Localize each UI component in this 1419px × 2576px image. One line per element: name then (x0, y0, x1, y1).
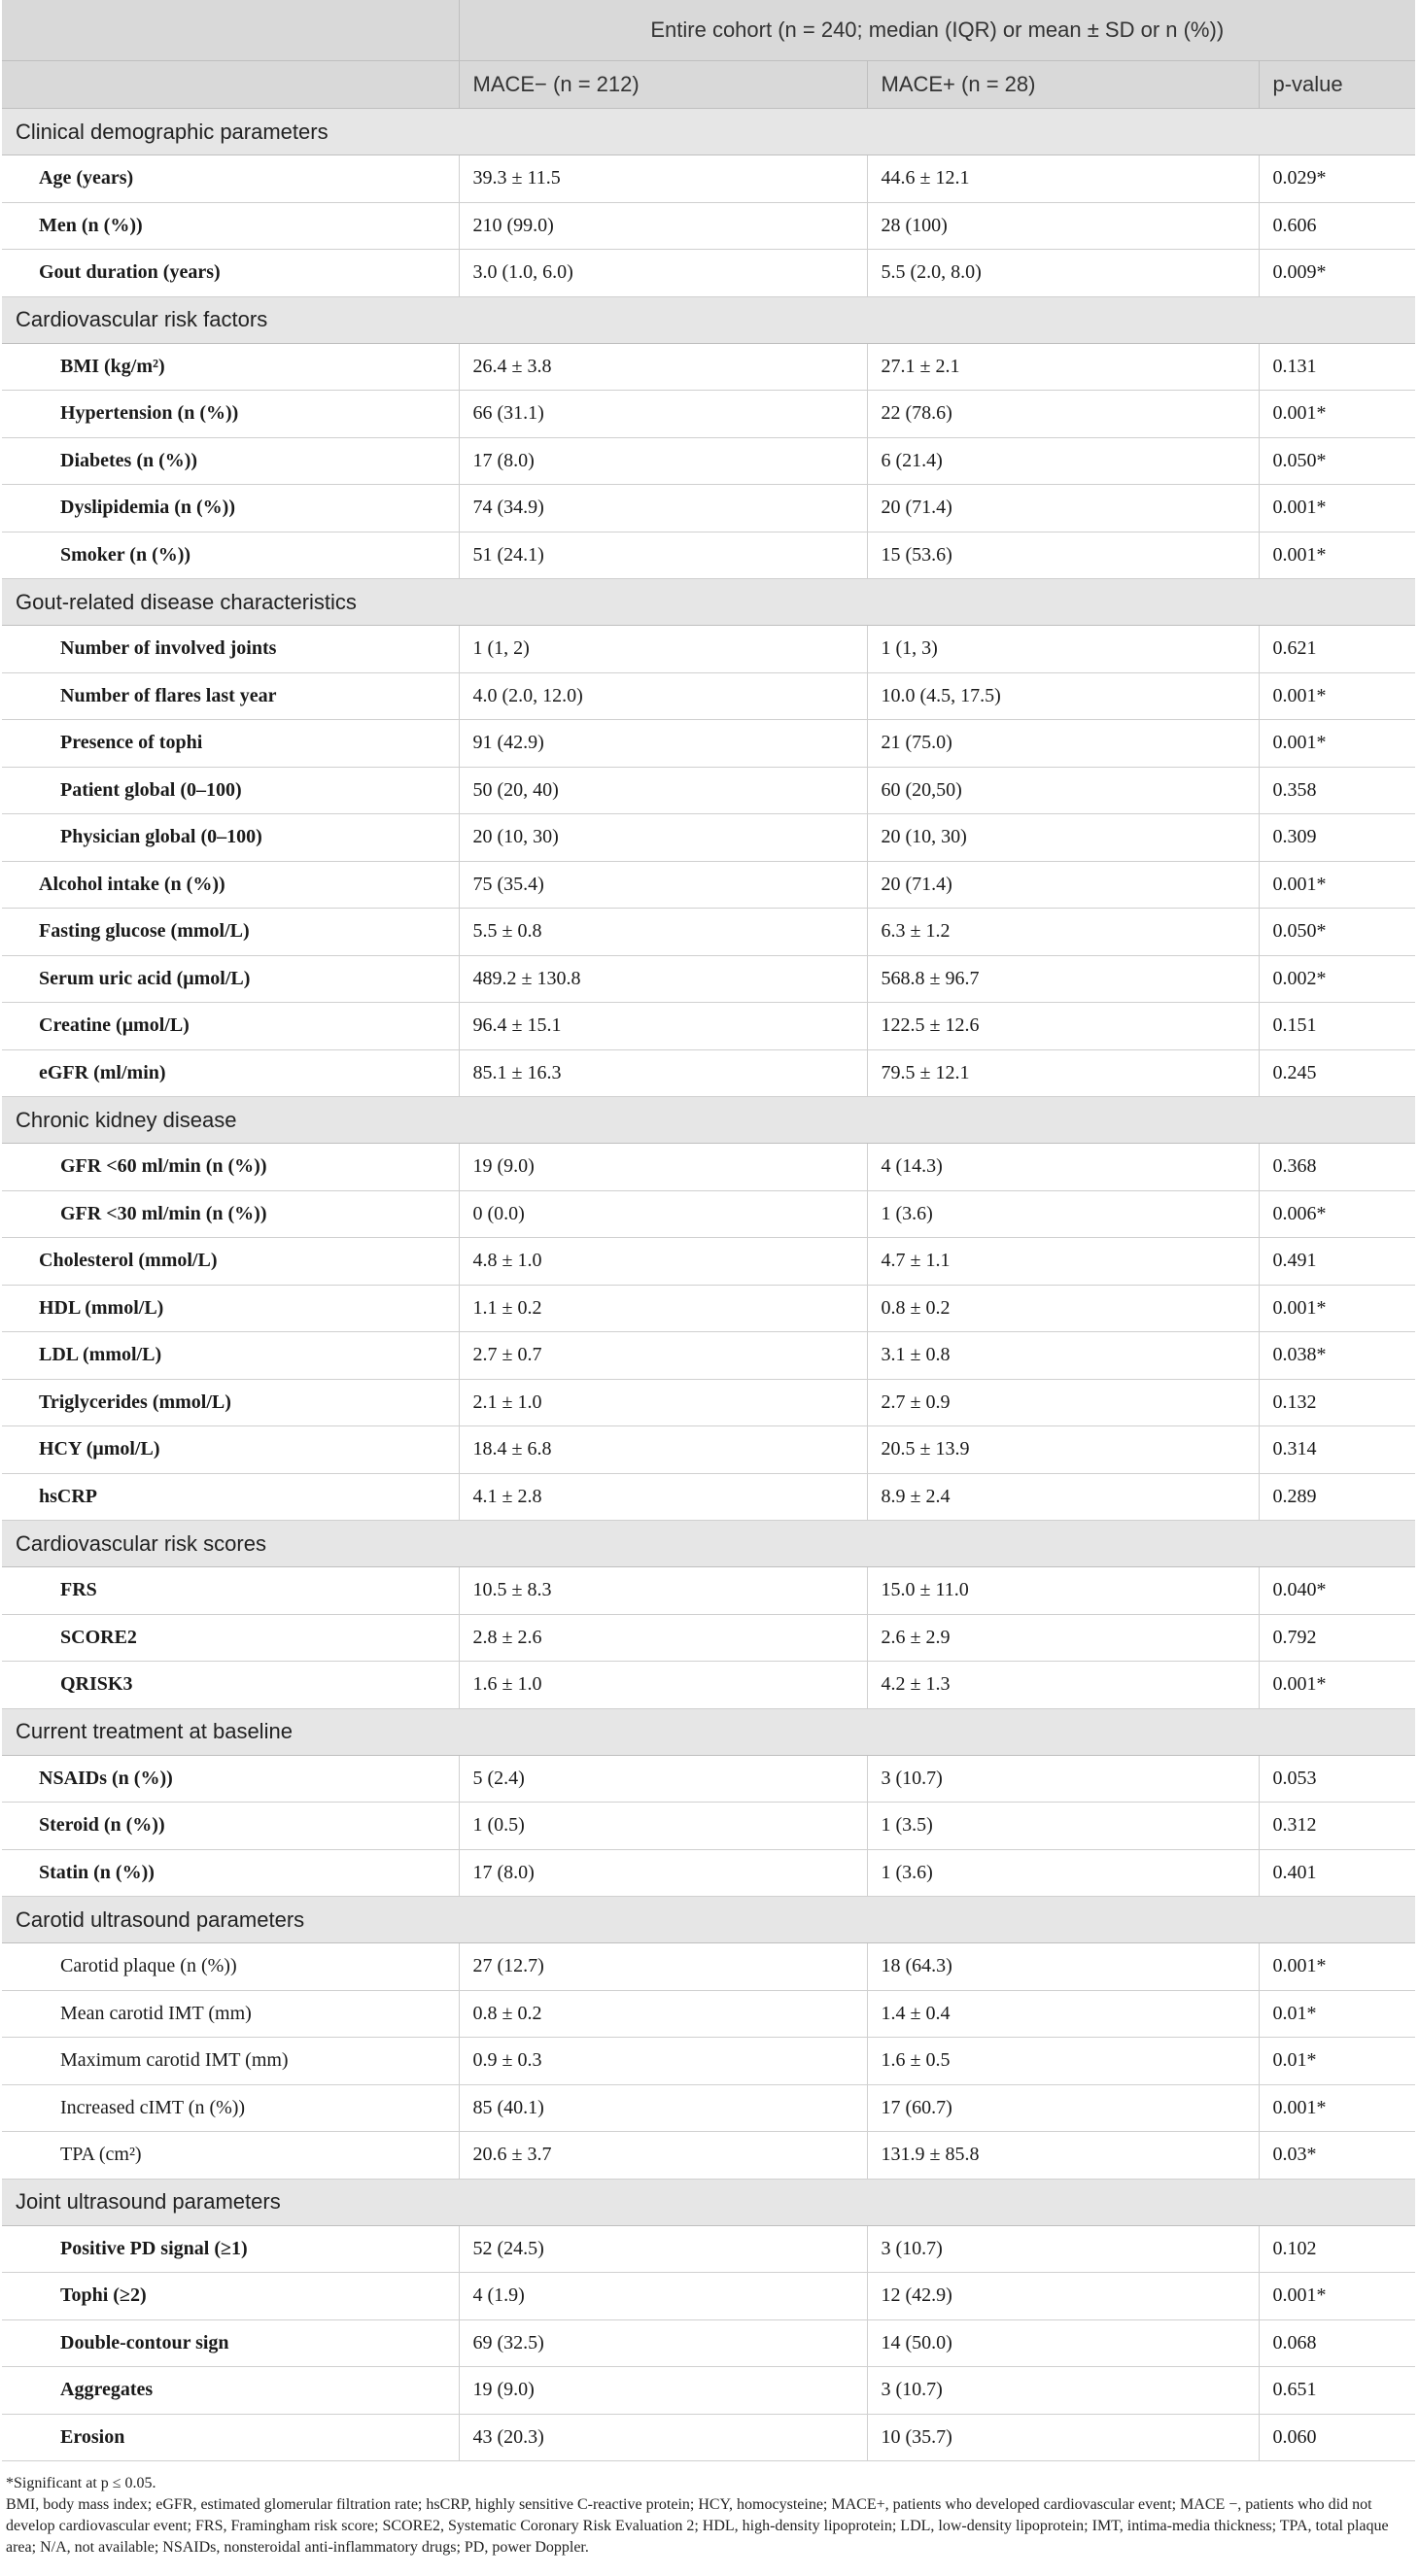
table-row (2, 202, 1415, 250)
row-label: Positive PD signal (≥1) (2, 2225, 459, 2273)
mace-positive-value: 3 (10.7) (867, 2367, 1259, 2415)
table-body (2, 109, 1415, 2461)
mace-positive-value: 3 (10.7) (867, 1755, 1259, 1803)
p-value-cell: 0.001* (1259, 485, 1415, 532)
table-row (2, 1332, 1415, 1380)
footnote-abbreviations: BMI, body mass index; eGFR, estimated glomerular filtration rate; hsCRP, highly sensitive C-reactive protein; HCY, homocysteine; MACE+, patients who developed cardiovascular event; MACE −, patients who did not develop cardiovascular event; FRS, Framingham risk score; SCORE2, Systematic Coronary Risk Evaluation 2; HDL, high-density lipoprotein; LDL, low-density lipoprotein; IMT, intima-media thickness; TPA, total plaque area; N/A, not available; NSAIDs, nonsteroidal anti-inflammatory drugs; PD, power Doppler. (6, 2496, 1389, 2556)
mace-positive-value: 1.4 ± 0.4 (867, 1990, 1259, 2038)
mace-positive-value: 44.6 ± 12.1 (867, 155, 1259, 203)
mace-negative-value: 18.4 ± 6.8 (459, 1426, 867, 1474)
row-label: NSAIDs (n (%)) (2, 1755, 459, 1803)
mace-positive-value: 6 (21.4) (867, 437, 1259, 485)
mace-negative-value: 74 (34.9) (459, 485, 867, 532)
mace-positive-value: 3.1 ± 0.8 (867, 1332, 1259, 1380)
p-value-cell: 0.131 (1259, 343, 1415, 391)
section-row (2, 1521, 1415, 1567)
row-label: BMI (kg/m²) (2, 343, 459, 391)
p-value-cell: 0.606 (1259, 202, 1415, 250)
mace-negative-value: 2.8 ± 2.6 (459, 1614, 867, 1662)
mace-positive-value: 1 (3.5) (867, 1803, 1259, 1850)
mace-negative-value: 1.1 ± 0.2 (459, 1285, 867, 1332)
p-value-cell: 0.01* (1259, 1990, 1415, 2038)
table-row (2, 1755, 1415, 1803)
table-row (2, 155, 1415, 203)
p-value-cell: 0.001* (1259, 1943, 1415, 1991)
p-value-cell: 0.040* (1259, 1567, 1415, 1615)
row-label: LDL (mmol/L) (2, 1332, 459, 1380)
p-value-cell: 0.001* (1259, 2084, 1415, 2132)
mace-positive-value: 5.5 (2.0, 8.0) (867, 250, 1259, 297)
mace-positive-value: 8.9 ± 2.4 (867, 1473, 1259, 1521)
row-label: hsCRP (2, 1473, 459, 1521)
mace-negative-value: 51 (24.1) (459, 532, 867, 579)
row-label: Serum uric acid (μmol/L) (2, 955, 459, 1003)
table-row (2, 485, 1415, 532)
table-row (2, 1943, 1415, 1991)
row-label: Increased cIMT (n (%)) (2, 2084, 459, 2132)
row-label: eGFR (ml/min) (2, 1049, 459, 1097)
row-label: Number of involved joints (2, 626, 459, 673)
row-label: Cholesterol (mmol/L) (2, 1238, 459, 1286)
mace-positive-value: 2.7 ± 0.9 (867, 1379, 1259, 1426)
header-blank-cell (2, 61, 459, 109)
row-label: Presence of tophi (2, 720, 459, 768)
p-value-cell: 0.245 (1259, 1049, 1415, 1097)
row-label: Smoker (n (%)) (2, 532, 459, 579)
p-value-cell: 0.491 (1259, 1238, 1415, 1286)
mace-negative-value: 210 (99.0) (459, 202, 867, 250)
table-row (2, 955, 1415, 1003)
mace-positive-value: 1 (3.6) (867, 1849, 1259, 1897)
mace-positive-value: 2.6 ± 2.9 (867, 1614, 1259, 1662)
mace-negative-value: 5.5 ± 0.8 (459, 909, 867, 956)
p-value-cell: 0.314 (1259, 1426, 1415, 1474)
row-label: GFR <60 ml/min (n (%)) (2, 1144, 459, 1191)
p-value-cell: 0.001* (1259, 1662, 1415, 1709)
header-mace-positive: MACE+ (n = 28) (867, 61, 1259, 109)
row-label: Aggregates (2, 2367, 459, 2415)
row-label: FRS (2, 1567, 459, 1615)
mace-positive-value: 27.1 ± 2.1 (867, 343, 1259, 391)
p-value-cell: 0.368 (1259, 1144, 1415, 1191)
table-row (2, 1426, 1415, 1474)
section-row (2, 2179, 1415, 2225)
p-value-cell: 0.792 (1259, 1614, 1415, 1662)
section-label: Cardiovascular risk scores (2, 1521, 1415, 1567)
mace-positive-value: 4.2 ± 1.3 (867, 1662, 1259, 1709)
p-value-cell: 0.001* (1259, 532, 1415, 579)
row-label: Number of flares last year (2, 672, 459, 720)
row-label: Maximum carotid IMT (mm) (2, 2038, 459, 2085)
mace-negative-value: 489.2 ± 130.8 (459, 955, 867, 1003)
row-label: Age (years) (2, 155, 459, 203)
table-row (2, 1990, 1415, 2038)
table-row (2, 767, 1415, 814)
table-row (2, 1614, 1415, 1662)
section-label: Gout-related disease characteristics (2, 579, 1415, 626)
row-label: Physician global (0–100) (2, 814, 459, 862)
row-label: Creatine (μmol/L) (2, 1003, 459, 1050)
row-label: SCORE2 (2, 1614, 459, 1662)
mace-negative-value: 85.1 ± 16.3 (459, 1049, 867, 1097)
mace-positive-value: 28 (100) (867, 202, 1259, 250)
mace-negative-value: 2.7 ± 0.7 (459, 1332, 867, 1380)
table-row (2, 1473, 1415, 1521)
footnotes (2, 2461, 1415, 2559)
table-row (2, 391, 1415, 438)
mace-negative-value: 17 (8.0) (459, 1849, 867, 1897)
mace-positive-value: 60 (20,50) (867, 767, 1259, 814)
mace-positive-value: 6.3 ± 1.2 (867, 909, 1259, 956)
table-row (2, 720, 1415, 768)
mace-negative-value: 52 (24.5) (459, 2225, 867, 2273)
table-row (2, 2273, 1415, 2320)
mace-negative-value: 96.4 ± 15.1 (459, 1003, 867, 1050)
mace-negative-value: 85 (40.1) (459, 2084, 867, 2132)
p-value-cell: 0.053 (1259, 1755, 1415, 1803)
p-value-cell: 0.060 (1259, 2414, 1415, 2461)
mace-positive-value: 20 (10, 30) (867, 814, 1259, 862)
table-row (2, 343, 1415, 391)
p-value-cell: 0.621 (1259, 626, 1415, 673)
table-row (2, 909, 1415, 956)
section-label: Chronic kidney disease (2, 1097, 1415, 1144)
p-value-cell: 0.002* (1259, 955, 1415, 1003)
mace-positive-value: 20 (71.4) (867, 485, 1259, 532)
row-label: GFR <30 ml/min (n (%)) (2, 1190, 459, 1238)
row-label: HDL (mmol/L) (2, 1285, 459, 1332)
table-row (2, 2084, 1415, 2132)
p-value-cell: 0.029* (1259, 155, 1415, 203)
mace-negative-value: 1 (0.5) (459, 1803, 867, 1850)
mace-negative-value: 5 (2.4) (459, 1755, 867, 1803)
mace-positive-value: 17 (60.7) (867, 2084, 1259, 2132)
table-row (2, 2319, 1415, 2367)
p-value-cell: 0.001* (1259, 2273, 1415, 2320)
table-row (2, 437, 1415, 485)
row-label: Statin (n (%)) (2, 1849, 459, 1897)
mace-negative-value: 0.8 ± 0.2 (459, 1990, 867, 2038)
mace-positive-value: 10 (35.7) (867, 2414, 1259, 2461)
table-row (2, 2414, 1415, 2461)
row-label: Dyslipidemia (n (%)) (2, 485, 459, 532)
section-label: Cardiovascular risk factors (2, 296, 1415, 343)
mace-negative-value: 0 (0.0) (459, 1190, 867, 1238)
table-row (2, 672, 1415, 720)
table-row (2, 1238, 1415, 1286)
table-row (2, 1567, 1415, 1615)
row-label: HCY (μmol/L) (2, 1426, 459, 1474)
mace-positive-value: 21 (75.0) (867, 720, 1259, 768)
mace-negative-value: 4.1 ± 2.8 (459, 1473, 867, 1521)
table-header (2, 0, 1415, 109)
p-value-cell: 0.132 (1259, 1379, 1415, 1426)
row-label: Double-contour sign (2, 2319, 459, 2367)
mace-negative-value: 17 (8.0) (459, 437, 867, 485)
row-label: Fasting glucose (mmol/L) (2, 909, 459, 956)
mace-positive-value: 15.0 ± 11.0 (867, 1567, 1259, 1615)
table-row (2, 532, 1415, 579)
section-label: Carotid ultrasound parameters (2, 1897, 1415, 1943)
mace-negative-value: 19 (9.0) (459, 1144, 867, 1191)
mace-positive-value: 1.6 ± 0.5 (867, 2038, 1259, 2085)
p-value-cell: 0.009* (1259, 250, 1415, 297)
mace-negative-value: 27 (12.7) (459, 1943, 867, 1991)
mace-negative-value: 20 (10, 30) (459, 814, 867, 862)
mace-positive-value: 568.8 ± 96.7 (867, 955, 1259, 1003)
row-label: TPA (cm²) (2, 2132, 459, 2180)
table-row (2, 250, 1415, 297)
mace-positive-value: 22 (78.6) (867, 391, 1259, 438)
mace-positive-value: 122.5 ± 12.6 (867, 1003, 1259, 1050)
footnote-significance: *Significant at p ≤ 0.05. (6, 2475, 156, 2491)
section-row (2, 1708, 1415, 1755)
mace-negative-value: 3.0 (1.0, 6.0) (459, 250, 867, 297)
mace-positive-value: 4 (14.3) (867, 1144, 1259, 1191)
p-value-cell: 0.001* (1259, 391, 1415, 438)
mace-positive-value: 18 (64.3) (867, 1943, 1259, 1991)
mace-negative-value: 4 (1.9) (459, 2273, 867, 2320)
mace-positive-value: 12 (42.9) (867, 2273, 1259, 2320)
row-label: Tophi (≥2) (2, 2273, 459, 2320)
p-value-cell: 0.001* (1259, 720, 1415, 768)
mace-positive-value: 1 (3.6) (867, 1190, 1259, 1238)
mace-negative-value: 75 (35.4) (459, 861, 867, 909)
row-label: Triglycerides (mmol/L) (2, 1379, 459, 1426)
p-value-cell: 0.358 (1259, 767, 1415, 814)
mace-negative-value: 50 (20, 40) (459, 767, 867, 814)
p-value-cell: 0.050* (1259, 909, 1415, 956)
table-row (2, 2132, 1415, 2180)
section-label: Clinical demographic parameters (2, 109, 1415, 155)
mace-positive-value: 131.9 ± 85.8 (867, 2132, 1259, 2180)
table-row (2, 1190, 1415, 1238)
mace-negative-value: 39.3 ± 11.5 (459, 155, 867, 203)
table-row (2, 2367, 1415, 2415)
mace-negative-value: 20.6 ± 3.7 (459, 2132, 867, 2180)
p-value-cell: 0.038* (1259, 1332, 1415, 1380)
header-p-value: p-value (1259, 61, 1415, 109)
mace-negative-value: 19 (9.0) (459, 2367, 867, 2415)
header-mace-negative: MACE− (n = 212) (459, 61, 867, 109)
row-label: Erosion (2, 2414, 459, 2461)
section-label: Joint ultrasound parameters (2, 2179, 1415, 2225)
p-value-cell: 0.01* (1259, 2038, 1415, 2085)
mace-positive-value: 0.8 ± 0.2 (867, 1285, 1259, 1332)
mace-positive-value: 14 (50.0) (867, 2319, 1259, 2367)
mace-negative-value: 4.0 (2.0, 12.0) (459, 672, 867, 720)
p-value-cell: 0.068 (1259, 2319, 1415, 2367)
mace-positive-value: 79.5 ± 12.1 (867, 1049, 1259, 1097)
row-label: QRISK3 (2, 1662, 459, 1709)
section-row (2, 109, 1415, 155)
row-label: Men (n (%)) (2, 202, 459, 250)
section-row (2, 1097, 1415, 1144)
table-row (2, 814, 1415, 862)
results-table (2, 0, 1415, 2461)
row-label: Mean carotid IMT (mm) (2, 1990, 459, 2038)
table-row (2, 2225, 1415, 2273)
row-label: Gout duration (years) (2, 250, 459, 297)
section-label: Current treatment at baseline (2, 1708, 1415, 1755)
mace-negative-value: 26.4 ± 3.8 (459, 343, 867, 391)
table-row (2, 1003, 1415, 1050)
table-row (2, 1379, 1415, 1426)
p-value-cell: 0.309 (1259, 814, 1415, 862)
p-value-cell: 0.151 (1259, 1003, 1415, 1050)
mace-negative-value: 43 (20.3) (459, 2414, 867, 2461)
table-row (2, 861, 1415, 909)
p-value-cell: 0.312 (1259, 1803, 1415, 1850)
mace-negative-value: 69 (32.5) (459, 2319, 867, 2367)
p-value-cell: 0.651 (1259, 2367, 1415, 2415)
section-row (2, 1897, 1415, 1943)
p-value-cell: 0.001* (1259, 1285, 1415, 1332)
p-value-cell: 0.001* (1259, 672, 1415, 720)
p-value-cell: 0.401 (1259, 1849, 1415, 1897)
mace-negative-value: 1 (1, 2) (459, 626, 867, 673)
p-value-cell: 0.001* (1259, 861, 1415, 909)
p-value-cell: 0.289 (1259, 1473, 1415, 1521)
mace-negative-value: 0.9 ± 0.3 (459, 2038, 867, 2085)
header-cohort: Entire cohort (n = 240; median (IQR) or mean ± SD or n (%)) (459, 0, 1415, 61)
row-label: Diabetes (n (%)) (2, 437, 459, 485)
mace-positive-value: 10.0 (4.5, 17.5) (867, 672, 1259, 720)
row-label: Carotid plaque (n (%)) (2, 1943, 459, 1991)
header-blank-cell (2, 0, 459, 61)
mace-negative-value: 1.6 ± 1.0 (459, 1662, 867, 1709)
mace-negative-value: 10.5 ± 8.3 (459, 1567, 867, 1615)
table-row (2, 626, 1415, 673)
p-value-cell: 0.03* (1259, 2132, 1415, 2180)
mace-positive-value: 3 (10.7) (867, 2225, 1259, 2273)
p-value-cell: 0.006* (1259, 1190, 1415, 1238)
mace-positive-value: 20 (71.4) (867, 861, 1259, 909)
p-value-cell: 0.050* (1259, 437, 1415, 485)
row-label: Alcohol intake (n (%)) (2, 861, 459, 909)
table-row (2, 1144, 1415, 1191)
mace-negative-value: 91 (42.9) (459, 720, 867, 768)
mace-negative-value: 66 (31.1) (459, 391, 867, 438)
mace-negative-value: 4.8 ± 1.0 (459, 1238, 867, 1286)
table-row (2, 1049, 1415, 1097)
mace-positive-value: 1 (1, 3) (867, 626, 1259, 673)
section-row (2, 579, 1415, 626)
table-row (2, 1285, 1415, 1332)
row-label: Patient global (0–100) (2, 767, 459, 814)
section-row (2, 296, 1415, 343)
table-row (2, 1662, 1415, 1709)
row-label: Steroid (n (%)) (2, 1803, 459, 1850)
mace-positive-value: 15 (53.6) (867, 532, 1259, 579)
p-value-cell: 0.102 (1259, 2225, 1415, 2273)
mace-positive-value: 4.7 ± 1.1 (867, 1238, 1259, 1286)
mace-negative-value: 2.1 ± 1.0 (459, 1379, 867, 1426)
table-row (2, 1803, 1415, 1850)
mace-positive-value: 20.5 ± 13.9 (867, 1426, 1259, 1474)
table-row (2, 1849, 1415, 1897)
table-row (2, 2038, 1415, 2085)
row-label: Hypertension (n (%)) (2, 391, 459, 438)
